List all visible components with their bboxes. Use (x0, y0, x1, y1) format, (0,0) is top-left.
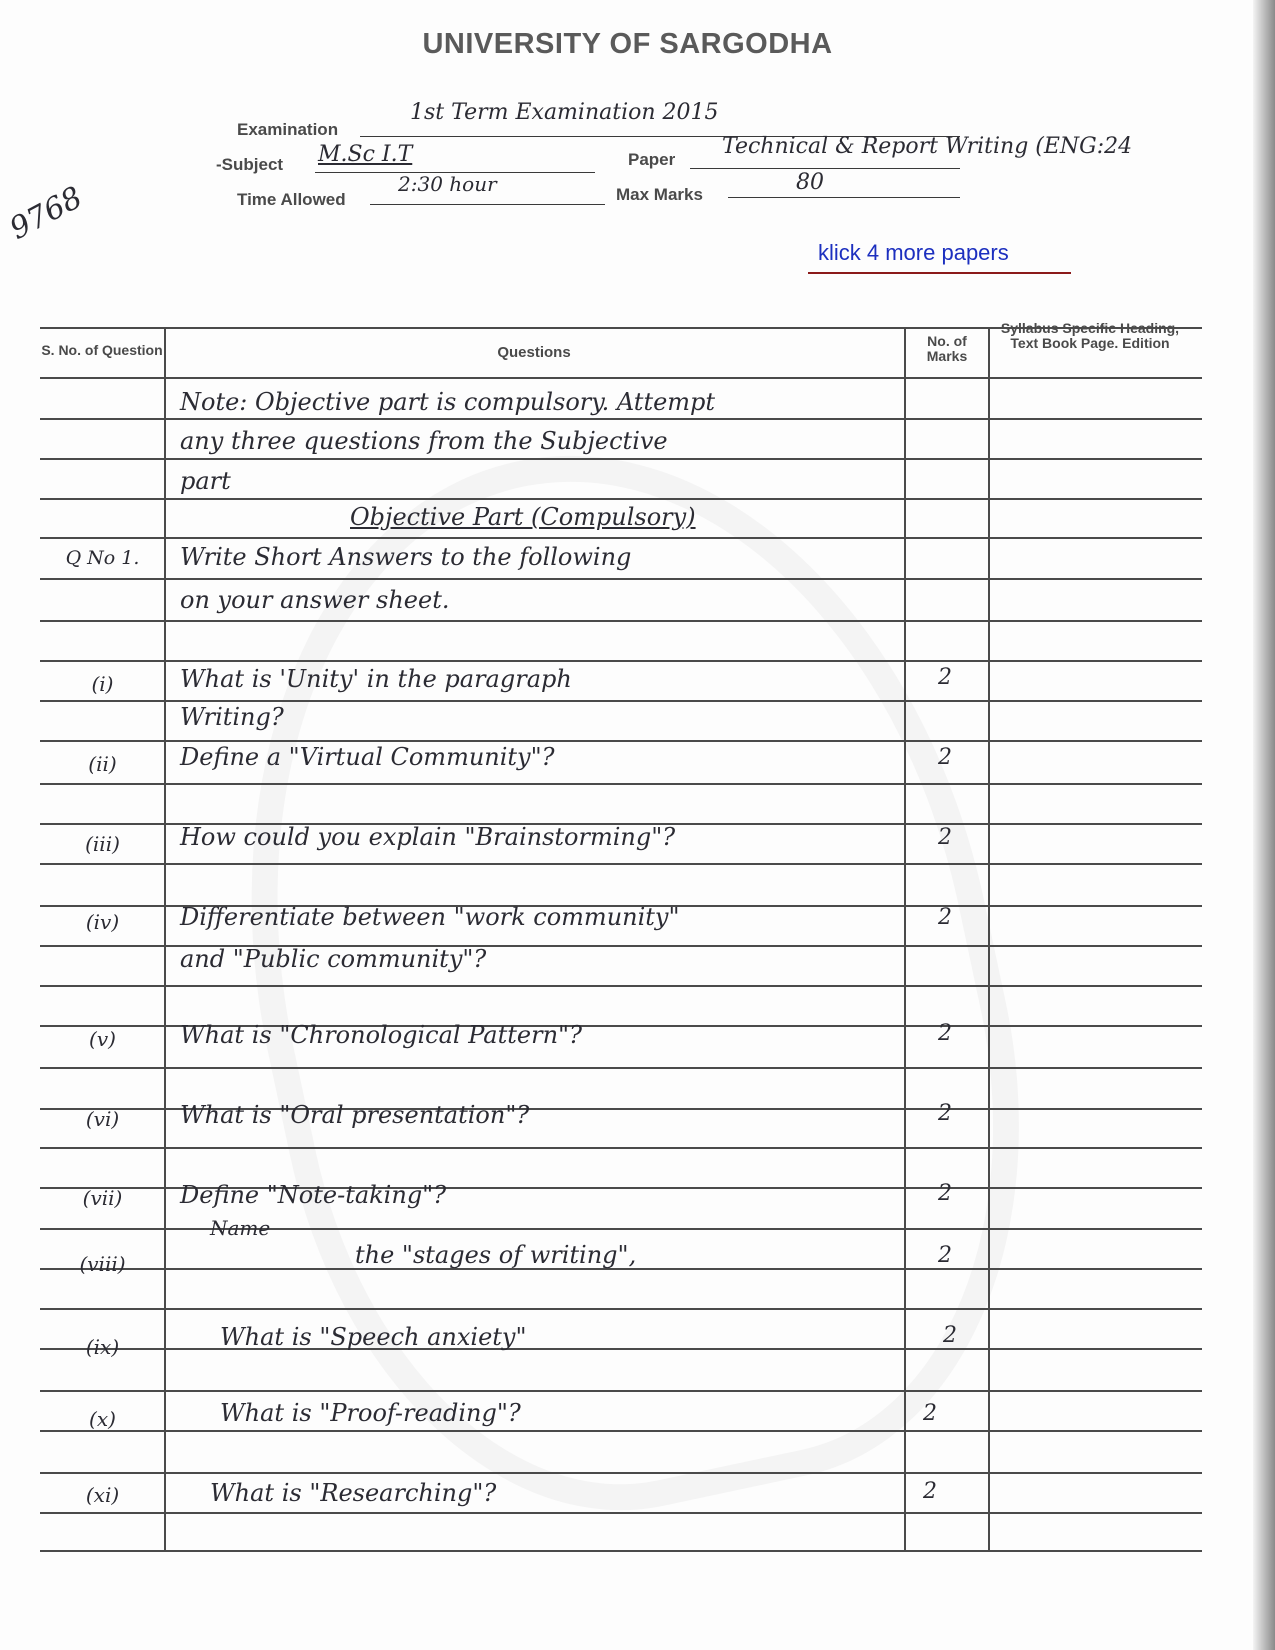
header-questions: Questions (497, 344, 571, 361)
header-sno: S. No. of Question (41, 342, 163, 358)
question-marks: 2 (938, 665, 952, 690)
row-line (40, 700, 1202, 702)
row-line (40, 1512, 1202, 1514)
question-number: (vii) (82, 1186, 123, 1210)
column-divider-sno (164, 327, 166, 1552)
reference-number: 9768 (4, 180, 89, 247)
examination-value: 1st Term Examination 2015 (410, 100, 719, 125)
question-marks: 2 (938, 745, 952, 770)
time-underline (370, 204, 605, 205)
row-line (40, 1308, 1202, 1310)
question-text: the "stages of writing", (355, 1241, 637, 1269)
row-line (40, 1348, 1202, 1350)
row-line (40, 863, 1202, 865)
section-heading: Objective Part (Compulsory) (350, 503, 696, 531)
question-text-continued: and "Public community"? (180, 945, 487, 973)
row-line (40, 1147, 1202, 1149)
examination-label: Examination (237, 120, 339, 139)
question-number: (xi) (85, 1483, 120, 1507)
main-question-line-2: on your answer sheet. (180, 586, 450, 614)
row-line (40, 1430, 1202, 1432)
question-marks: 2 (938, 1181, 952, 1206)
question-number: (ix) (85, 1335, 120, 1359)
column-divider-questions (904, 327, 906, 1552)
question-marks: 2 (938, 1101, 952, 1126)
main-question-number: Q No 1. (65, 547, 140, 569)
time-allowed-label: Time Allowed (237, 190, 346, 209)
header-bottom-border (40, 377, 1202, 379)
question-marks: 2 (923, 1479, 937, 1504)
instruction-line-1: Note: Objective part is compulsory. Attempt (180, 388, 716, 416)
question-text: What is "Oral presentation"? (180, 1101, 530, 1129)
question-text-above: Name (210, 1216, 271, 1240)
question-marks: 2 (938, 905, 952, 930)
question-text: Define a "Virtual Community"? (180, 743, 555, 771)
header-syllabus: Syllabus Specific Heading, Text Book Page. Edition (1000, 320, 1180, 351)
question-number: (vi) (85, 1107, 120, 1131)
row-line (40, 1390, 1202, 1392)
row-line (40, 1472, 1202, 1474)
question-text: What is "Proof-reading"? (220, 1399, 521, 1427)
scan-edge-shadow (1253, 0, 1275, 1650)
row-line (40, 660, 1202, 662)
subject-value: M.Sc I.T (318, 142, 413, 167)
row-line (40, 537, 1202, 539)
instruction-line-2: any three questions from the Subjective (180, 427, 668, 455)
column-divider-marks (988, 327, 990, 1552)
question-number: (iii) (85, 832, 120, 856)
table-bottom-border (40, 1550, 1202, 1552)
question-text: Define "Note-taking"? (180, 1181, 447, 1209)
question-text: What is "Speech anxiety" (220, 1323, 527, 1351)
question-marks: 2 (943, 1323, 957, 1348)
question-marks: 2 (938, 1021, 952, 1046)
question-text: How could you explain "Brainstorming"? (180, 823, 676, 851)
subject-label: -Subject (216, 155, 284, 174)
row-line (40, 985, 1202, 987)
question-number: (viii) (79, 1252, 126, 1276)
university-title: UNIVERSITY OF SARGODHA (422, 28, 833, 60)
max-marks-label: Max Marks (616, 185, 703, 204)
row-line (40, 498, 1202, 500)
instruction-line-3: part (180, 467, 231, 495)
question-text: What is "Researching"? (210, 1479, 497, 1507)
row-line (40, 578, 1202, 580)
max-marks-underline (728, 197, 960, 198)
paper-label: Paper (628, 150, 676, 169)
more-papers-link[interactable]: klick 4 more papers (818, 240, 1009, 265)
row-line (40, 783, 1202, 785)
question-number: (i) (91, 672, 114, 696)
question-marks: 2 (938, 1243, 952, 1268)
row-line (40, 740, 1202, 742)
main-question-line-1: Write Short Answers to the following (180, 543, 632, 571)
more-papers-link-underline (808, 272, 1071, 274)
question-text-continued: Writing? (180, 703, 284, 731)
question-number: (v) (89, 1027, 116, 1051)
question-text: What is "Chronological Pattern"? (180, 1021, 582, 1049)
paper-value: Technical & Report Writing (ENG:24 (722, 134, 1133, 159)
header-marks: No. of Marks (926, 333, 968, 364)
row-line (40, 418, 1202, 420)
questions-table (40, 320, 1202, 1552)
subject-label-text: Subject (221, 155, 284, 174)
question-marks: 2 (923, 1401, 937, 1426)
row-line (40, 620, 1202, 622)
question-number: (x) (89, 1407, 116, 1431)
question-text: Differentiate between "work community" (180, 903, 680, 931)
max-marks-value: 80 (796, 170, 824, 195)
row-line (40, 1067, 1202, 1069)
question-number: (ii) (88, 752, 117, 776)
time-allowed-value: 2:30 hour (398, 172, 497, 196)
row-line (40, 458, 1202, 460)
paper-underline (690, 168, 960, 169)
question-text: What is 'Unity' in the paragraph (180, 665, 572, 693)
question-number: (iv) (85, 910, 120, 934)
question-marks: 2 (938, 825, 952, 850)
